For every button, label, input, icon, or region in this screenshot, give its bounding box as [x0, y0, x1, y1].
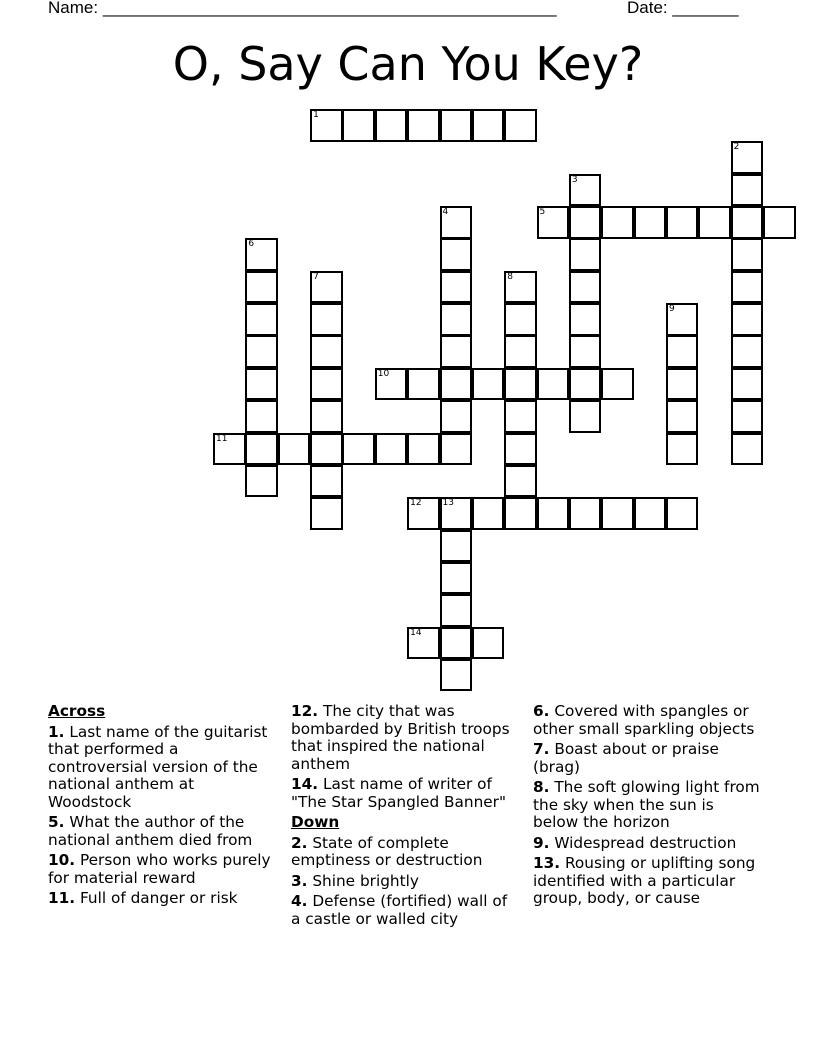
grid-cell[interactable]: [504, 368, 537, 401]
clues-column-3: [533, 703, 761, 911]
grid-cell[interactable]: [666, 368, 699, 401]
clue: [48, 852, 276, 887]
grid-cell[interactable]: [569, 368, 602, 401]
name-label: Name:: [48, 0, 99, 17]
grid-cell[interactable]: [245, 303, 278, 336]
clue-text: Defense (fortified) wall of a castle or walled city: [291, 892, 508, 928]
grid-cell[interactable]: [601, 206, 634, 239]
grid-cell[interactable]: [375, 433, 408, 466]
grid-cell[interactable]: [472, 368, 505, 401]
grid-cell[interactable]: [440, 562, 473, 595]
grid-cell[interactable]: [245, 271, 278, 304]
clue-number: 9: [668, 304, 675, 315]
grid-cell[interactable]: [440, 206, 473, 239]
clue-number-label: 11.: [48, 889, 76, 907]
grid-cell[interactable]: [407, 368, 440, 401]
grid-cell[interactable]: [537, 368, 570, 401]
puzzle-title: O, Say Can You Key?: [172, 37, 644, 91]
grid-cell[interactable]: [731, 174, 764, 207]
grid-cell[interactable]: [407, 627, 440, 660]
clue: [533, 741, 761, 776]
grid-cell[interactable]: [731, 303, 764, 336]
clue-number: 13: [442, 498, 454, 509]
clue-text: Covered with spangles or other small sparkling objects: [533, 702, 755, 738]
grid-cell[interactable]: [440, 594, 473, 627]
grid-cell[interactable]: [407, 109, 440, 142]
clue: [48, 724, 276, 812]
clue-number-label: 8.: [533, 778, 550, 796]
grid-cell[interactable]: [440, 530, 473, 563]
grid-cell[interactable]: [407, 433, 440, 466]
clue: [291, 776, 519, 811]
clue-text: Last name of writer of "The Star Spangled Banner": [291, 775, 507, 811]
grid-cell[interactable]: [731, 238, 764, 271]
grid-cell[interactable]: [245, 465, 278, 498]
clue-text: Full of danger or risk: [75, 889, 238, 907]
clue-number: 4: [442, 207, 449, 218]
grid-cell[interactable]: [601, 497, 634, 530]
date-field: [627, 0, 739, 18]
clue-number-label: 4.: [291, 892, 308, 910]
clue-number: 6: [248, 239, 255, 250]
grid-cell[interactable]: [407, 497, 440, 530]
grid-cell[interactable]: [342, 433, 375, 466]
grid-cell[interactable]: [310, 335, 343, 368]
clue-number-label: 5.: [48, 813, 65, 831]
grid-cell[interactable]: [310, 368, 343, 401]
clue-number: 7: [313, 271, 319, 282]
grid-cell[interactable]: [634, 497, 667, 530]
grid-cell[interactable]: [731, 206, 764, 239]
clue-number: 1: [313, 110, 319, 120]
date-label: Date:: [627, 0, 668, 17]
grid-cell[interactable]: [472, 497, 505, 530]
grid-cell[interactable]: [440, 497, 473, 530]
grid-cell[interactable]: [698, 206, 731, 239]
name-field: [48, 0, 557, 18]
clue-number: 8: [507, 271, 513, 282]
clue-number-label: 10.: [48, 851, 76, 869]
clue-text: Last name of the guitarist that performed a controversial version of the national anthem at Woodstock: [48, 722, 268, 811]
clue-number-label: 12.: [291, 702, 319, 720]
clue-number: 10: [377, 368, 390, 379]
grid-cell[interactable]: [537, 497, 570, 530]
clue-text: The city that was bombarded by British troops that inspired the national anthem: [291, 702, 510, 773]
clue-number: 11: [216, 433, 228, 444]
grid-cell[interactable]: [731, 271, 764, 304]
grid-cell[interactable]: [666, 335, 699, 368]
date-blank[interactable]: _______: [672, 0, 739, 17]
grid-cell[interactable]: [504, 303, 537, 336]
clue-number: 5: [539, 207, 546, 218]
clue: [533, 855, 761, 908]
clue-text: The soft glowing light from the sky when the sun is below the horizon: [533, 778, 760, 831]
grid-cell[interactable]: [731, 141, 764, 174]
grid-cell[interactable]: [310, 497, 343, 530]
grid-cell[interactable]: [440, 238, 473, 271]
grid-cell[interactable]: [504, 433, 537, 466]
grid-cell[interactable]: [569, 174, 602, 207]
name-blank[interactable]: ________________________________________________: [102, 0, 557, 17]
grid-cell[interactable]: [310, 303, 343, 336]
grid-cell[interactable]: [569, 206, 602, 239]
clue: [48, 814, 276, 849]
grid-cell[interactable]: [569, 303, 602, 336]
clue: [291, 703, 519, 773]
grid-cell[interactable]: [440, 271, 473, 304]
clue-number-label: 13.: [533, 854, 561, 872]
grid-cell[interactable]: [310, 109, 343, 142]
grid-cell[interactable]: [666, 400, 699, 433]
clue-number: 12: [410, 498, 422, 509]
grid-cell[interactable]: [245, 368, 278, 401]
clue: [533, 703, 761, 738]
grid-cell[interactable]: [440, 400, 473, 433]
clue-text: State of complete emptiness or destruction: [291, 833, 483, 869]
grid-cell[interactable]: [245, 238, 278, 271]
grid-cell[interactable]: [310, 271, 343, 304]
clue: [291, 893, 519, 928]
clue-number-label: 1.: [48, 722, 65, 741]
grid-cell[interactable]: [245, 433, 278, 466]
clue-number-label: 2.: [291, 833, 308, 852]
grid-cell[interactable]: [504, 400, 537, 433]
clue-number-label: 14.: [291, 775, 319, 793]
clue-text: Boast about or praise (brag): [533, 740, 719, 776]
clue-number-label: 6.: [533, 702, 550, 720]
grid-cell[interactable]: [310, 400, 343, 433]
grid-cell[interactable]: [472, 627, 505, 660]
clue-heading: Across: [48, 702, 106, 720]
grid-cell[interactable]: [213, 433, 246, 466]
grid-cell[interactable]: [731, 335, 764, 368]
clue-number-label: 9.: [533, 833, 550, 852]
clues-column-1: [48, 703, 276, 911]
clue-number-label: 7.: [533, 740, 550, 758]
grid-cell[interactable]: [569, 238, 602, 271]
grid-cell[interactable]: [666, 303, 699, 336]
grid-cell[interactable]: [310, 433, 343, 466]
clue-text: Shine brightly: [307, 871, 419, 890]
grid-cell[interactable]: [731, 368, 764, 401]
grid-cell[interactable]: [731, 433, 764, 466]
grid-cell[interactable]: [375, 368, 408, 401]
clue-number: 14: [410, 627, 422, 638]
clues-column-2: [291, 703, 519, 931]
clue-text: Person who works purely for material reward: [48, 851, 271, 887]
grid-cell[interactable]: [440, 109, 473, 142]
grid-cell[interactable]: [504, 497, 537, 530]
grid-cell[interactable]: [440, 627, 473, 660]
clue-heading: Down: [291, 813, 340, 831]
clue: [533, 835, 761, 853]
grid-cell[interactable]: [440, 659, 473, 692]
clue-number-label: 3.: [291, 871, 308, 890]
grid-cell[interactable]: [634, 206, 667, 239]
grid-cell[interactable]: [375, 109, 408, 142]
grid-cell[interactable]: [601, 368, 634, 401]
grid-cell[interactable]: [569, 497, 602, 530]
clue-number: 2: [733, 142, 740, 153]
clue-text: Rousing or uplifting song identified with a particular group, body, or cause: [533, 854, 756, 907]
grid-cell[interactable]: [569, 400, 602, 433]
clue-number: 3: [571, 174, 578, 185]
clue-text: What the author of the national anthem died from: [48, 813, 253, 849]
clue: [533, 779, 761, 832]
grid-cell[interactable]: [278, 433, 311, 466]
grid-cell[interactable]: [245, 335, 278, 368]
grid-cell[interactable]: [666, 497, 699, 530]
clue: [291, 873, 519, 891]
grid-cell[interactable]: [666, 206, 699, 239]
grid-cell[interactable]: [763, 206, 796, 239]
clue: [291, 835, 519, 870]
grid-cell[interactable]: [310, 465, 343, 498]
grid-cell[interactable]: [504, 109, 537, 142]
grid-cell[interactable]: [245, 400, 278, 433]
grid-cell[interactable]: [504, 335, 537, 368]
clue: [48, 890, 276, 908]
grid-cell[interactable]: [472, 109, 505, 142]
grid-cell[interactable]: [569, 335, 602, 368]
grid-cell[interactable]: [666, 433, 699, 466]
grid-cell[interactable]: [440, 368, 473, 401]
grid-cell[interactable]: [504, 271, 537, 304]
grid-cell[interactable]: [504, 465, 537, 498]
grid-cell[interactable]: [569, 271, 602, 304]
grid-cell[interactable]: [342, 109, 375, 142]
grid-cell[interactable]: [731, 400, 764, 433]
grid-cell[interactable]: [537, 206, 570, 239]
clue-text: Widespread destruction: [549, 833, 737, 852]
grid-cell[interactable]: [440, 303, 473, 336]
grid-cell[interactable]: [440, 335, 473, 368]
grid-cell[interactable]: [440, 433, 473, 466]
